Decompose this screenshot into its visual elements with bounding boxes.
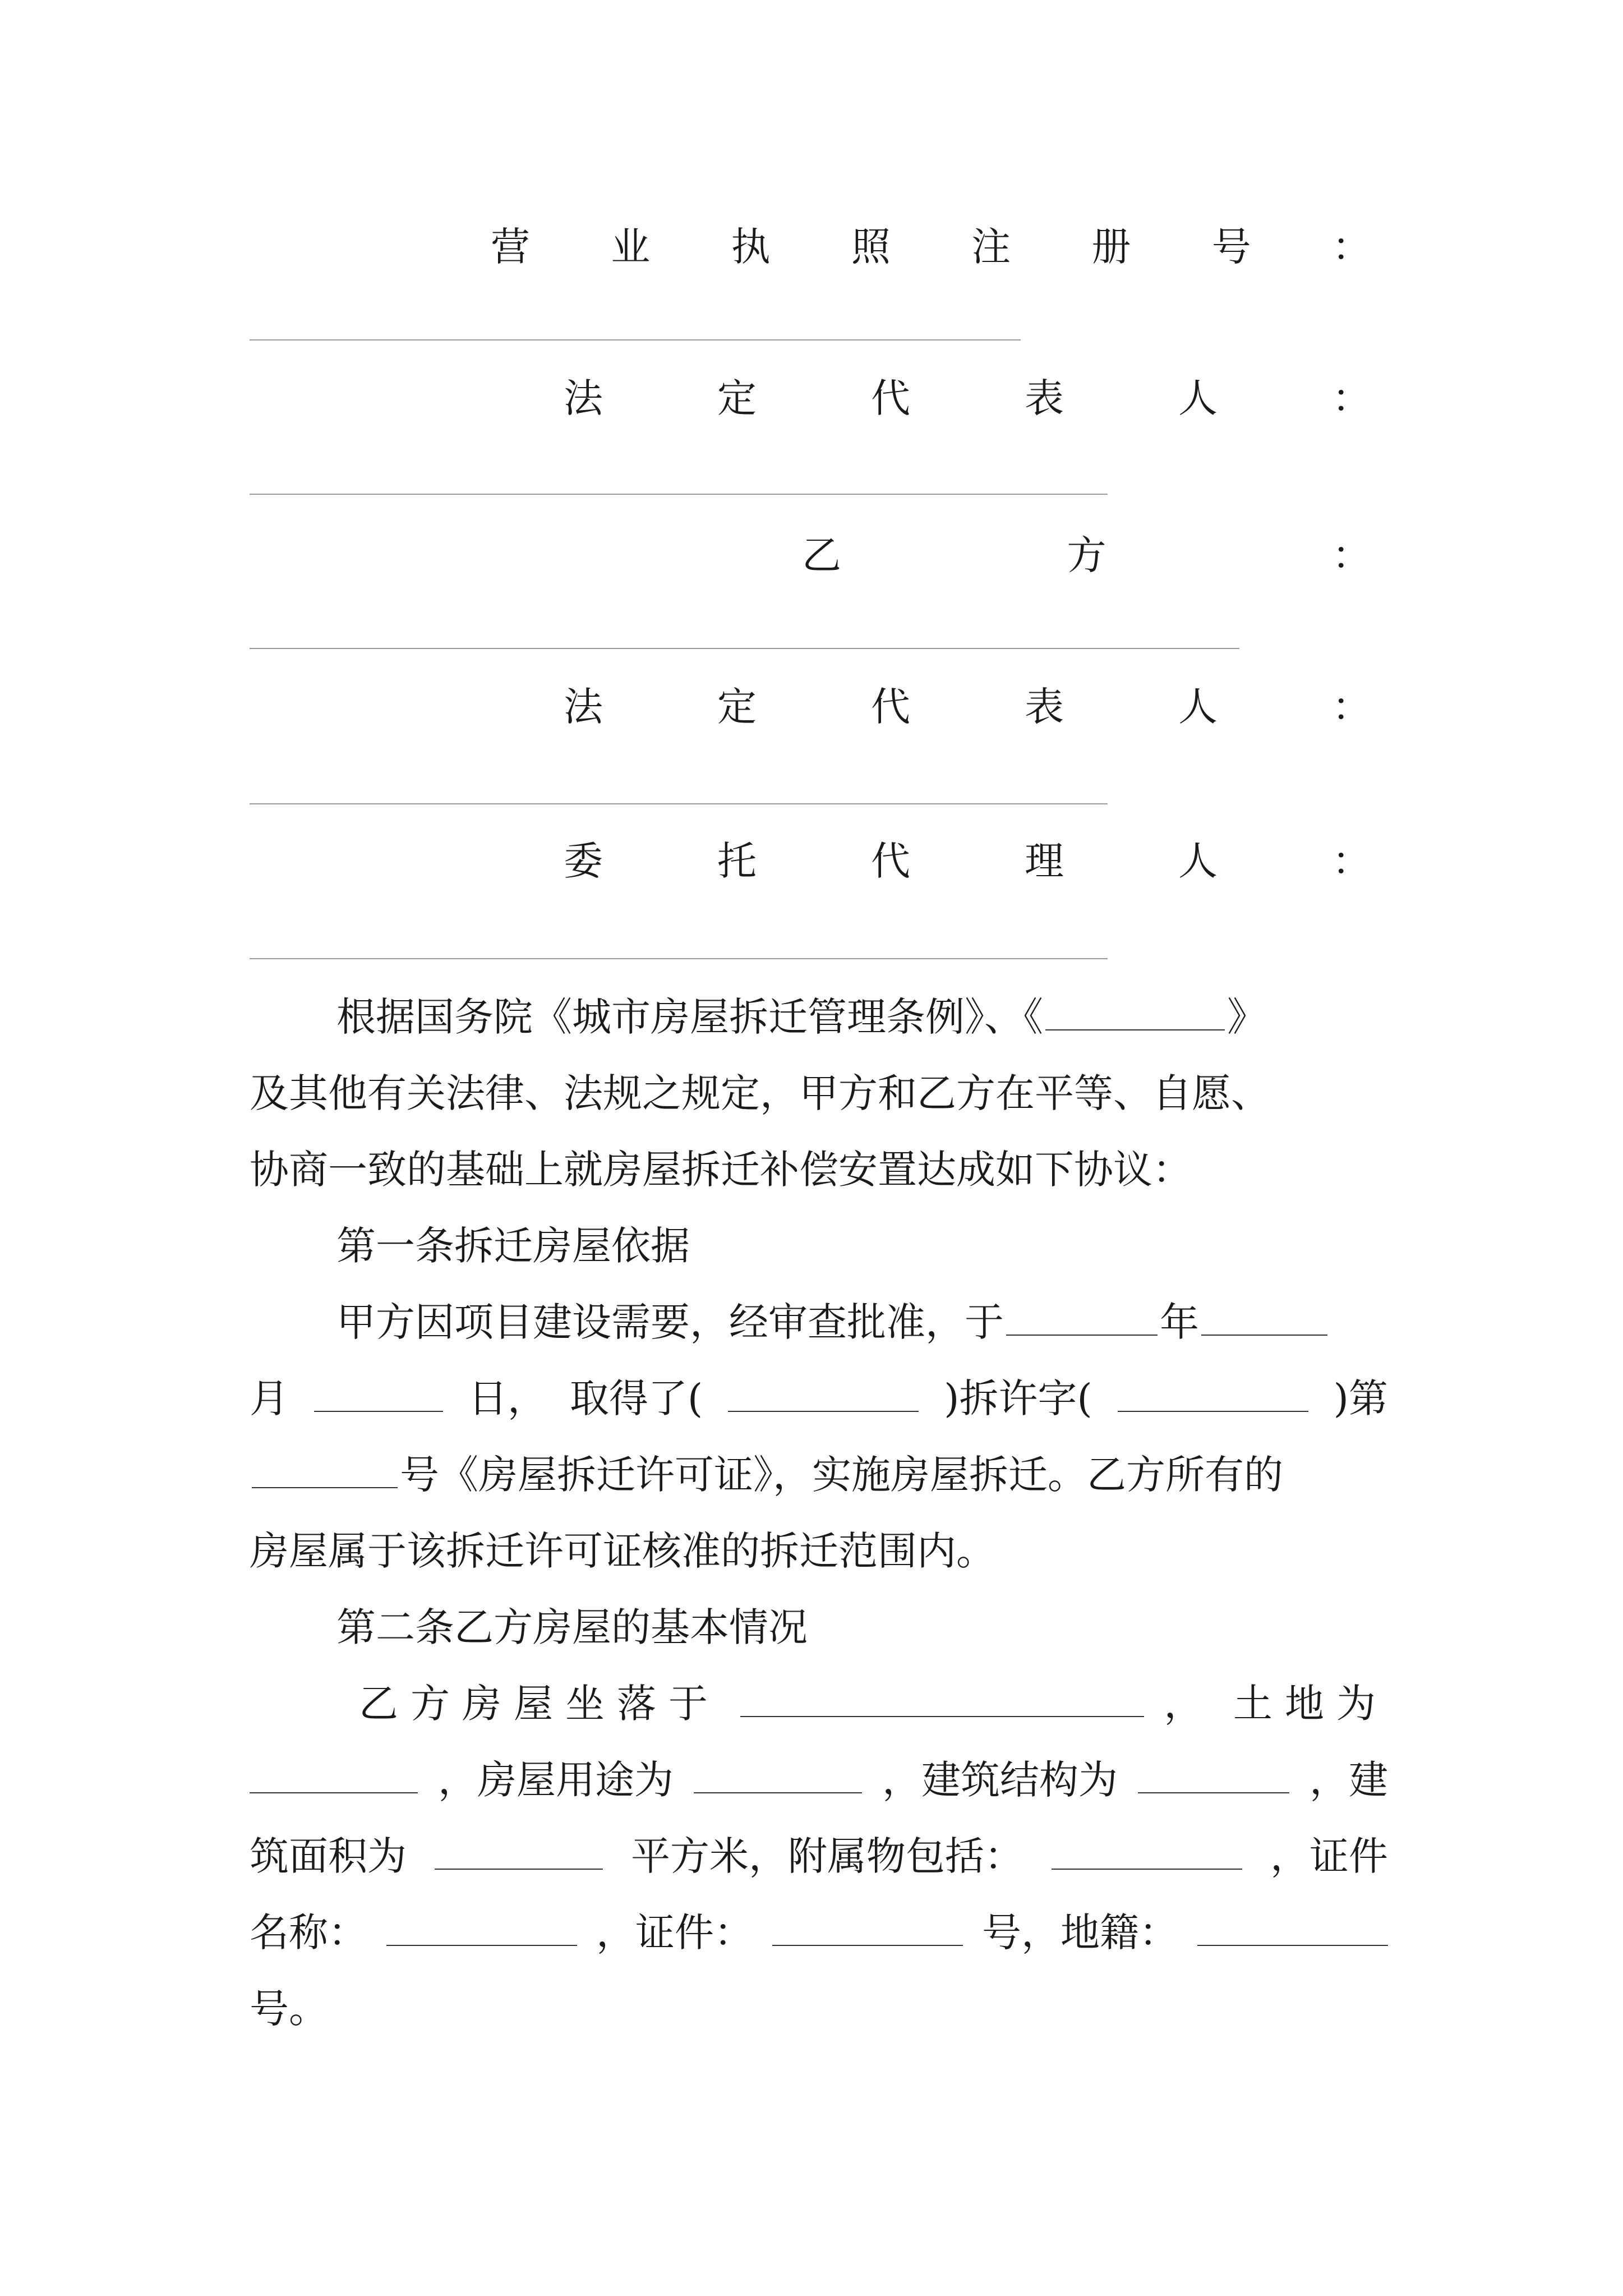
field-char: 注: [971, 224, 1011, 270]
fill-in-line: [250, 958, 1108, 959]
body-text: 号。: [250, 1986, 328, 2032]
body-text: 乙方房屋坐落于: [359, 1681, 720, 1727]
body-text: 土地为: [1233, 1681, 1388, 1727]
header-field-legal-representative-b: [564, 679, 1371, 735]
body-text: )拆许字(: [944, 1375, 1092, 1421]
body-line: [250, 1971, 328, 2047]
article-title: [336, 1589, 808, 1665]
body-text: 日，: [468, 1375, 547, 1421]
field-char: 委: [564, 838, 603, 884]
body-text: 及其他有关法律、法规之规定，甲方和乙方在平等、自愿、: [250, 1070, 1270, 1116]
field-char: 定: [717, 684, 757, 730]
field-char: 代: [871, 838, 910, 884]
body-text: 协商一致的基础上就房屋拆迁补偿安置达成如下协议：: [250, 1147, 1192, 1193]
blank-field: [250, 1761, 418, 1793]
field-char: 人: [1178, 838, 1218, 884]
body-text: 月: [250, 1375, 289, 1421]
field-char: 乙: [802, 532, 841, 578]
body-text: 甲方因项目建设需要，经审查批准，于: [336, 1299, 1004, 1345]
field-char: 执: [731, 224, 771, 270]
field-char: 方: [1067, 532, 1106, 578]
blank-field: [314, 1379, 443, 1412]
body-line: [250, 1055, 1270, 1131]
field-char: 代: [871, 375, 910, 421]
field-char: 法: [564, 684, 603, 730]
fill-in-line: [250, 339, 1021, 341]
blank-field: [772, 1913, 963, 1946]
body-line: [250, 1513, 995, 1589]
fill-in-line: [250, 494, 1108, 495]
field-char: 表: [1025, 684, 1064, 730]
body-text: ，证件：: [596, 1910, 753, 1955]
field-char: 法: [564, 375, 603, 421]
body-line: [359, 1665, 1388, 1742]
body-text: 第二条乙方房屋的基本情况: [336, 1604, 808, 1650]
blank-field: [1201, 1303, 1327, 1336]
blank-field: [1138, 1761, 1289, 1793]
field-char: 代: [871, 684, 910, 730]
field-char: 表: [1025, 375, 1064, 421]
fill-in-line: [250, 648, 1239, 649]
field-char: ：: [1332, 375, 1371, 421]
body-line: [250, 1742, 1388, 1818]
blank-field: [252, 1456, 398, 1488]
body-text: ，房屋用途为: [438, 1757, 674, 1803]
field-char: 营: [491, 224, 530, 270]
body-line: [336, 1284, 1330, 1360]
blank-field: [1052, 1837, 1242, 1870]
body-text: 第一条拆迁房屋依据: [336, 1223, 690, 1269]
body-line: [250, 1437, 1283, 1513]
field-char: 托: [717, 838, 757, 884]
field-char: 业: [611, 224, 651, 270]
field-char: 照: [851, 224, 891, 270]
body-text: ，: [1164, 1681, 1216, 1727]
field-char: ：: [1332, 532, 1371, 578]
body-text: 》: [1227, 994, 1266, 1040]
body-text: 筑面积为: [250, 1833, 407, 1879]
field-char: ：: [1332, 684, 1371, 730]
body-text: 房屋属于该拆迁许可证核准的拆迁范围内。: [250, 1528, 995, 1574]
blank-field: [1118, 1379, 1308, 1412]
body-text: ，建: [1310, 1757, 1388, 1803]
field-char: 册: [1091, 224, 1131, 270]
field-char: 号: [1211, 224, 1251, 270]
header-field-party-b: [802, 527, 1371, 583]
field-char: 人: [1178, 375, 1218, 421]
blank-field: [1006, 1303, 1158, 1336]
body-line: [336, 979, 1266, 1055]
field-char: 理: [1025, 838, 1064, 884]
body-text: 平方米，附属物包括：: [631, 1833, 1023, 1879]
body-text: 取得了(: [569, 1375, 703, 1421]
body-text: 名称：: [250, 1910, 367, 1955]
header-field-legal-representative: [564, 370, 1371, 426]
body-line: [250, 1360, 1388, 1437]
body-line: [250, 1818, 1388, 1894]
body-text: ，证件: [1270, 1833, 1388, 1879]
blank-field: [740, 1685, 1144, 1717]
blank-field: [694, 1761, 862, 1793]
body-line: [250, 1131, 1192, 1208]
body-text: 号《房屋拆迁许可证》，实施房屋拆迁。乙方所有的: [400, 1452, 1283, 1498]
body-text: ，建筑结构为: [882, 1757, 1118, 1803]
field-char: 定: [717, 375, 757, 421]
fill-in-line: [250, 803, 1108, 804]
body-text: 根据国务院《城市房屋拆迁管理条例》、《: [336, 994, 1043, 1040]
blank-field: [1045, 998, 1225, 1030]
body-text: 号，地籍：: [982, 1910, 1178, 1955]
field-char: ：: [1332, 838, 1371, 884]
blank-field: [1197, 1913, 1388, 1946]
field-char: ：: [1331, 224, 1371, 270]
blank-field: [435, 1837, 603, 1870]
blank-field: [386, 1913, 577, 1946]
body-text: 年: [1160, 1299, 1199, 1345]
header-field-business-license: [491, 219, 1371, 275]
article-title: [336, 1208, 690, 1284]
body-line: [250, 1894, 1388, 1971]
field-char: 人: [1178, 684, 1218, 730]
body-text: )第: [1333, 1375, 1388, 1421]
header-field-authorized-agent: [564, 833, 1371, 889]
blank-field: [728, 1379, 919, 1412]
